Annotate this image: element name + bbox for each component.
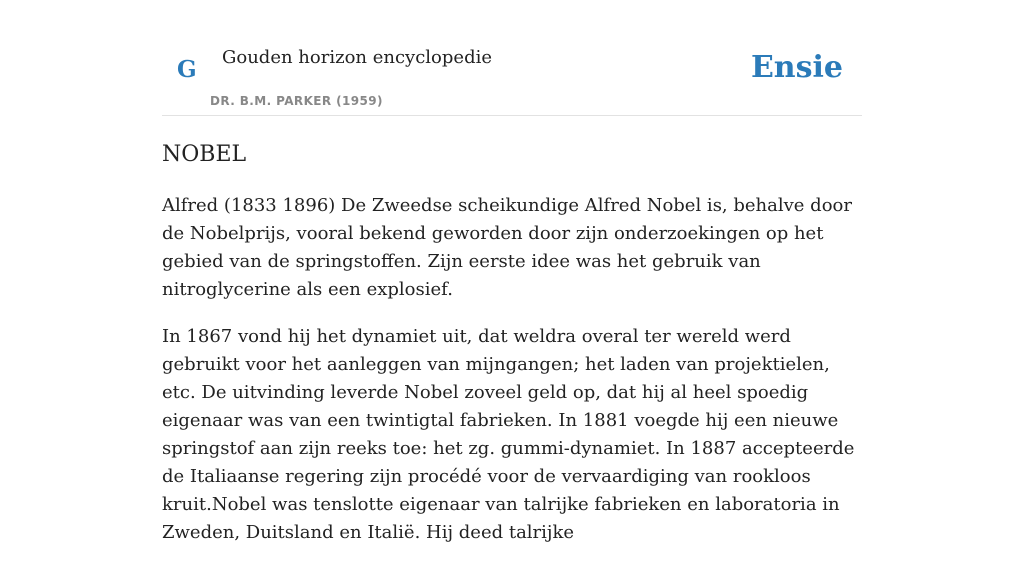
content-container: [162, 0, 862, 543]
article-paragraph: Alfred (1833 1896) De Zweedse scheikundige Alfred Nobel is, behalve door de Nobelprijs, vooral bekend geworden door zijn onderzoekingen op het gebied van de springstoffen. Zijn eerste idee was het gebruik van nitroglycerine als een explosief.: [162, 195, 852, 300]
source-header: [162, 0, 862, 116]
article-paragraph: In 1867 vond hij het dynamiet uit, dat weldra overal ter wereld werd gebruikt voor het aanleggen van mijngangen; het laden van projektielen, etc. De uitvinding leverde Nobel zoveel geld op, dat hij al heel spoedig eigenaar was van een twintigtal fabrieken. In 1881 voegde hij een nieuwe springstof aan zijn reeks toe: het zg. gummi-dynamiet. In 1887 accepteerde de Italiaanse regering zijn procédé voor de vervaardiging van rookloos kruit.Nobel was tenslotte eigenaar van talrijke fabrieken en laboratoria in Zweden, Duitsland en Italië. Hij deed talrijke: [162, 326, 855, 543]
article-body: [162, 192, 862, 566]
source-logo-icon: G: [177, 56, 197, 83]
source-author: DR. B.M. PARKER (1959): [210, 94, 383, 108]
entry-title: NOBEL: [162, 142, 247, 167]
brand-logo-link[interactable]: Ensie: [750, 50, 843, 85]
source-title[interactable]: Gouden horizon encyclopedie: [222, 47, 492, 68]
